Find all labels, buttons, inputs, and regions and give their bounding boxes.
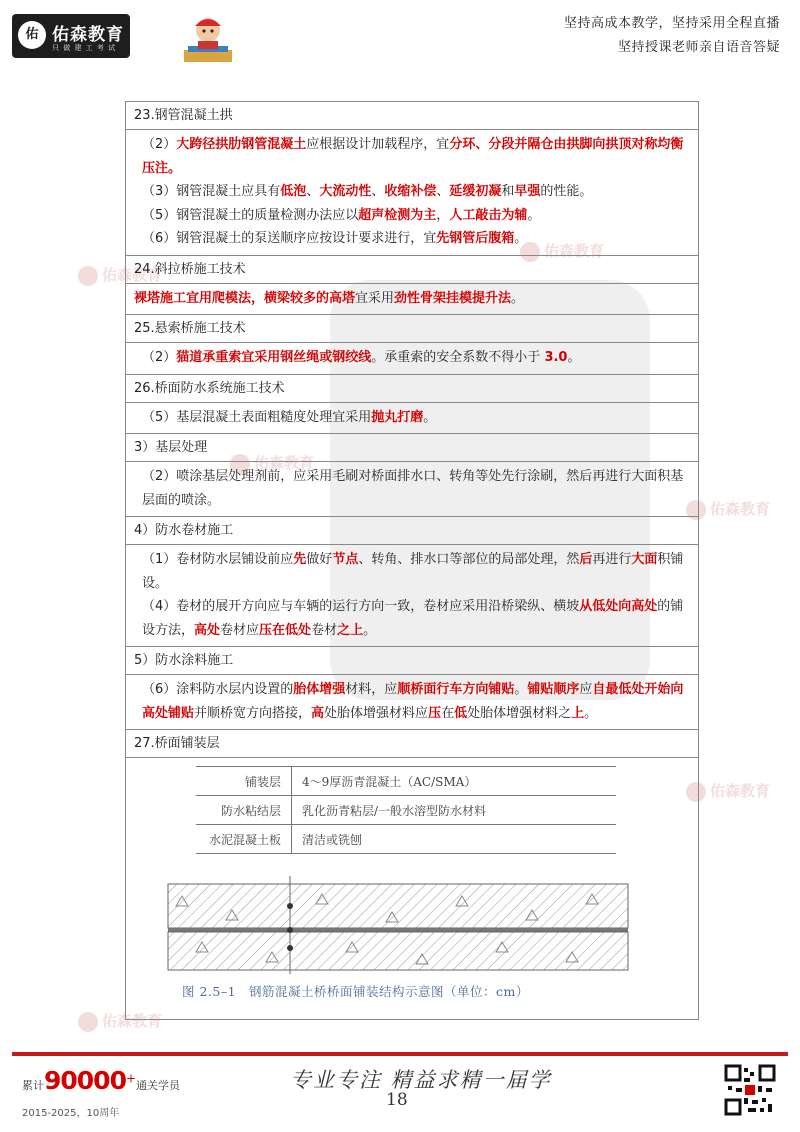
layer-name: 水泥混凝土板	[196, 825, 292, 854]
mascot-icon	[180, 10, 236, 66]
footer-divider	[12, 1052, 788, 1056]
section-body	[126, 403, 698, 435]
qr-code-icon	[724, 1064, 776, 1116]
watermark: 佑森教育	[78, 264, 162, 286]
layer-desc: 清洁或铣刨	[292, 825, 617, 854]
concrete-slab	[168, 932, 628, 970]
page-header	[0, 0, 800, 70]
table-row	[196, 796, 616, 825]
count-number: 90000	[44, 1066, 126, 1095]
pavement-figure	[126, 758, 698, 1019]
paragraph: （3）钢管混凝土应具有低泡、大流动性、收缩补偿、延缓初凝和早强的性能。	[142, 184, 593, 199]
layer-name: 铺装层	[196, 767, 292, 796]
notes-table	[125, 101, 699, 1020]
anniversary-text: 2015-2025，10周年	[22, 1108, 120, 1119]
layer-name: 防水粘结层	[196, 796, 292, 825]
section-body	[126, 343, 698, 375]
header-slogan-1: 坚持高成本教学，坚持采用全程直播	[563, 16, 780, 31]
section-title: 3）基层处理	[126, 434, 698, 462]
section-title: 23.钢管混凝土拱	[126, 102, 698, 130]
paragraph: （4）卷材的展开方向应与车辆的运行方向一致，卷材应采用沿桥梁纵、横坡从低处向高处的铺设方法，高处卷材应压在低处卷材之上。	[142, 599, 684, 638]
watermark: 佑森教育	[686, 498, 770, 520]
section-body	[126, 462, 698, 517]
paragraph: （5）钢管混凝土的质量检测办法应以超声检测为主，人工敲击为辅。	[142, 207, 541, 223]
section-title: 4）防水卷材施工	[126, 517, 698, 545]
section-title: 24.斜拉桥施工技术	[126, 256, 698, 284]
paragraph: （2）大跨径拱肋钢管混凝土应根据设计加载程序，宜分环、分段并隔仓由拱脚向拱顶对称均衡压注。	[142, 137, 684, 176]
logo-mark: 佑	[18, 21, 46, 49]
section-title: 27.桥面铺装层	[126, 730, 698, 758]
table-row	[196, 825, 616, 854]
paragraph: （6）钢管混凝土的泵送顺序应按设计要求进行，宜先钢管后腹箱。	[142, 231, 528, 246]
section-body	[126, 284, 698, 316]
section-title: 25.悬索桥施工技术	[126, 315, 698, 343]
paragraph: （2）猫道承重索宜采用钢丝绳或钢绞线。承重索的安全系数不得小于 3.0。	[142, 350, 581, 365]
layer-desc: 4～9厚沥青混凝土（AC/SMA）	[292, 767, 617, 796]
header-slogan-2: 坚持授课老师亲自语音答疑	[617, 40, 780, 55]
watermark: 佑森教育	[686, 780, 770, 802]
pavement-cross-section-diagram	[162, 876, 632, 974]
brand-logo	[12, 14, 130, 58]
section-body	[126, 545, 698, 647]
section-body	[126, 130, 698, 256]
watermark: 佑森教育	[520, 240, 604, 262]
watermark: 佑森教育	[230, 452, 314, 474]
layer-legend-table	[196, 766, 616, 854]
paragraph: （2）喷涂基层处理剂前，应采用毛刷对桥面排水口、转角等处先行涂刷，然后再进行大面积基层面的喷涂。	[142, 469, 684, 508]
paragraph: （5）基层混凝土表面粗糙度处理宜采用抛丸打磨。	[142, 409, 437, 425]
paragraph: 裸塔施工宜用爬模法，横梁较多的高塔宜采用劲性骨架挂模提升法。	[134, 290, 525, 306]
figure-caption: 图 2.5–1 钢筋混凝土桥桥面铺装结构示意图（单位：cm）	[182, 984, 529, 999]
waterproof-layer	[168, 928, 628, 932]
paragraph: （1）卷材防水层铺设前应先做好节点、转角、排水口等部位的局部处理，然后再进行大面积铺设。	[142, 552, 684, 591]
section-body	[126, 675, 698, 730]
paragraph: （6）涂料防水层内设置的胎体增强材料，应顺桥面行车方向铺贴。铺贴顺序应自最低处开始向高处铺贴并顺桥宽方向搭接，高处胎体增强材料应压在低处胎体增强材料之上。	[142, 682, 684, 721]
student-count: 累计90000+通关学员	[22, 1066, 181, 1095]
brand-slogan: 只 做 建 工 考 试	[52, 44, 117, 52]
watermark: 佑森教育	[78, 1010, 162, 1032]
section-title: 5）防水涂料施工	[126, 647, 698, 675]
section-title: 26.桥面防水系统施工技术	[126, 375, 698, 403]
layer-desc: 乳化沥青粘层/一般水溶型防水材料	[292, 796, 617, 825]
page-number: 18	[386, 1090, 408, 1110]
table-row	[196, 767, 616, 796]
brand-name: 佑森教育	[52, 25, 124, 45]
signature-motto: 专业专注 精益求精一届学	[290, 1068, 552, 1092]
